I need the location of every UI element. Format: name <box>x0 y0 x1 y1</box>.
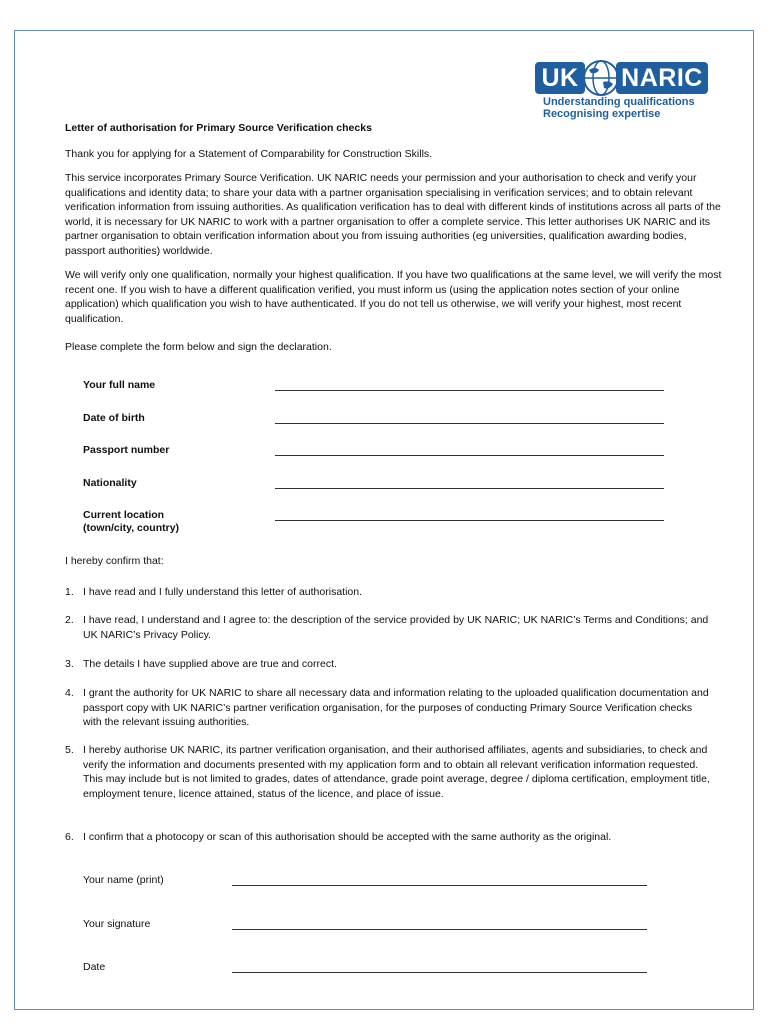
declaration-text: I grant the authority for UK NARIC to share all necessary data and information relating to the uploaded qualification documentation and passport copy with UK NARIC’s partner verification organisation, for the purposes of conducting Primary Source Verification checks with the relevant issuing authorities. <box>83 687 709 729</box>
current-location-sublabel: (town/city, country) <box>83 522 180 534</box>
declaration-text: I confirm that a photocopy or scan of this authorisation should be accepted with the same authority as the original. <box>83 831 612 843</box>
date-label: Date <box>83 961 106 973</box>
logo-uk: UK <box>535 62 585 94</box>
declaration-number: 3. <box>65 658 74 670</box>
signature-label: Your signature <box>83 918 151 930</box>
declaration-text: I have read, I understand and I agree to: the description of the service provided by UK NARIC; UK NARIC’s Terms and Conditions; and UK NARIC’s Privacy Policy. <box>83 614 709 641</box>
signature-field[interactable] <box>232 929 647 930</box>
declaration-number: 1. <box>65 586 74 598</box>
logo-tagline-2: Recognising expertise <box>543 108 661 120</box>
confirm-intro: I hereby confirm that: <box>65 555 164 567</box>
passport-number-label: Passport number <box>83 444 170 456</box>
intro-paragraph: Thank you for applying for a Statement of Comparability for Construction Skills. <box>65 148 433 160</box>
uk-naric-logo <box>535 62 710 122</box>
declaration-number: 5. <box>65 744 74 756</box>
declaration-text: I have read and I fully understand this letter of authorisation. <box>83 586 363 598</box>
logo-tagline-1: Understanding qualifications <box>543 96 695 108</box>
nationality-field[interactable] <box>275 488 664 489</box>
date-of-birth-label: Date of birth <box>83 412 145 424</box>
print-name-field[interactable] <box>232 885 647 886</box>
full-name-label: Your full name <box>83 379 156 391</box>
instructions-paragraph: Please complete the form below and sign the declaration. <box>65 341 332 353</box>
declaration-number: 6. <box>65 831 74 843</box>
service-paragraph: This service incorporates Primary Source Verification. UK NARIC needs your permission and your authorisation to check and verify your qualifications and identity data; to share your data with a partner organisation specialising in verification services; and to obtain relevant verification information from issuing authorities. As qualification verification has to deal with different kinds of institutions across all parts of the world, it is necessary for UK NARIC to work with a partner organisation to offer a complete service. This letter authorises UK NARIC and its partner organisation to obtain verification information about you from issuing authorities (eg universities, qualification awarding bodies, passport authorities) worldwide. <box>65 172 721 257</box>
globe-icon <box>583 58 619 98</box>
passport-number-field[interactable] <box>275 455 664 456</box>
nationality-label: Nationality <box>83 477 137 489</box>
full-name-field[interactable] <box>275 390 664 391</box>
declaration-text: I hereby authorise UK NARIC, its partner verification organisation, and their authorised affiliates, agents and subsidiaries, to check and verify the information and documents presented with my application form and to obtain all relevant verification information requested. This may include but is not limited to grades, dates of attendance, grade point average, degree / diploma certification, employment title, employment tenure, licence attained, status of the licence, and place of issue. <box>83 744 710 800</box>
document-title: Letter of authorisation for Primary Source Verification checks <box>65 122 372 134</box>
declaration-text: The details I have supplied above are true and correct. <box>83 658 337 670</box>
date-field[interactable] <box>232 972 647 973</box>
verification-paragraph: We will verify only one qualification, normally your highest qualification. If you have two qualifications at the same level, we will verify the most recent one. If you wish to have a different qualification verified, you must inform us (using the application notes section of your online application) which qualification you wish to have authenticated. If you do not tell us otherwise, we will verify your highest, most recent qualification. <box>65 269 722 325</box>
current-location-label: Current location <box>83 509 165 521</box>
date-of-birth-field[interactable] <box>275 423 664 424</box>
current-location-field[interactable] <box>275 520 664 521</box>
declaration-number: 4. <box>65 687 74 699</box>
print-name-label: Your name (print) <box>83 874 164 886</box>
declaration-number: 2. <box>65 614 74 626</box>
logo-naric: NARIC <box>616 62 708 94</box>
